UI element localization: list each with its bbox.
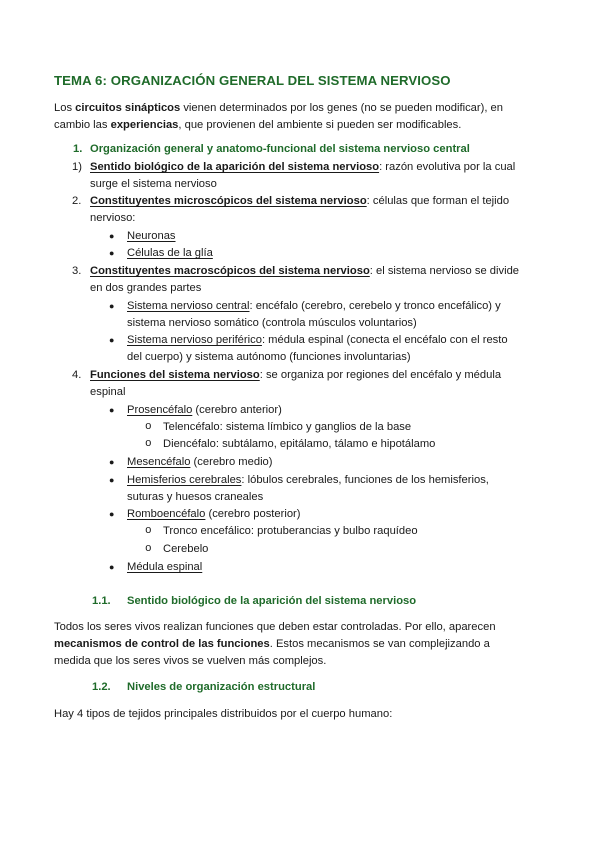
sub-bullet-text: Cerebelo (163, 543, 209, 555)
bullet-desc: : encéfalo (cerebro, cerebelo y tronco encefálico) y (249, 300, 501, 312)
bullet-icon: ● (109, 231, 115, 241)
bullet-text (127, 455, 273, 470)
paragraph-bold-term: mecanismos de control de las funciones (54, 638, 270, 650)
bullet-term: Mesencéfalo (127, 456, 191, 468)
subsection-heading: Niveles de organización estructural (127, 681, 316, 693)
bullet-text: Neuronas (127, 230, 176, 242)
intro-text: vienen determinados por los genes (no se pueden modificar), en (180, 102, 504, 114)
sub-bullet-text: Tronco encefálico: protuberancias y bulbo raquídeo (163, 525, 418, 537)
sub-bullet-text: Telencéfalo: sistema límbico y ganglios de la base (163, 421, 412, 433)
bullet-text (127, 507, 301, 522)
subsection-number: 1.1. (92, 595, 111, 607)
bullet-continuation: del cuerpo) y sistema autónomo (funciones involuntarias) (127, 351, 411, 363)
sub-bullet-icon: o (145, 525, 152, 537)
subsection-number: 1.2. (92, 681, 111, 693)
list-item (90, 160, 515, 175)
bullet-term: Romboencéfalo (127, 508, 206, 520)
bullet-desc: : médula espinal (conecta el encéfalo con el resto (261, 334, 508, 346)
subsection-heading: Sentido biológico de la aparición del sistema nervioso (127, 595, 417, 607)
bullet-icon: ● (109, 509, 115, 519)
bullet-icon: ● (109, 457, 115, 467)
paragraph-line (54, 637, 490, 652)
bullet-text (127, 473, 489, 488)
list-item-continuation: espinal (90, 386, 126, 398)
bullet-icon: ● (109, 248, 115, 258)
bullet-icon: ● (109, 301, 115, 311)
bullet-term: Sistema nervioso central (127, 300, 250, 312)
bullet-term: Sistema nervioso periférico (127, 334, 262, 346)
paragraph-line: Hay 4 tipos de tejidos principales distribuidos por el cuerpo humano: (54, 708, 393, 720)
sub-bullet-icon: o (145, 438, 152, 450)
intro-text: , que provienen del ambiente si pueden ser modificables. (178, 119, 462, 131)
list-item-text: : el sistema nervioso se divide (369, 265, 520, 277)
paragraph-text: . Estos mecanismos se van complejizando a (269, 638, 490, 650)
list-item-text: : razón evolutiva por la cual (379, 161, 516, 173)
bullet-text: Médula espinal (127, 561, 203, 573)
bullet-icon: ● (109, 562, 115, 572)
intro-line-1 (54, 101, 503, 116)
intro-text: Los (54, 102, 76, 114)
intro-bold-term: circuitos sinápticos (75, 102, 181, 114)
bullet-desc: : lóbulos cerebrales, funciones de los hemisferios, (241, 474, 489, 486)
bullet-term: Prosencéfalo (127, 404, 193, 416)
bullet-desc: (cerebro anterior) (192, 404, 282, 416)
bullet-term: Hemisferios cerebrales (127, 474, 242, 486)
list-number: 4. (72, 369, 82, 381)
list-item (90, 194, 509, 209)
bullet-continuation: suturas y huesos craneales (127, 491, 264, 503)
section-number: 1. (73, 143, 83, 155)
list-item-title: Constituyentes microscópicos del sistema nervioso (90, 195, 367, 207)
list-item-continuation: en dos grandes partes (90, 282, 202, 294)
bullet-icon: ● (109, 475, 115, 485)
bullet-icon: ● (109, 335, 115, 345)
sub-bullet-text: Diencéfalo: subtálamo, epitálamo, tálamo e hipotálamo (163, 438, 436, 450)
intro-text: cambio las (54, 119, 111, 131)
list-item-title: Sentido biológico de la aparición del sistema nervioso (90, 161, 380, 173)
section-heading: Organización general y anatomo-funcional del sistema nervioso central (90, 143, 470, 155)
sub-bullet-icon: o (145, 421, 152, 433)
bullet-desc: (cerebro posterior) (205, 508, 301, 520)
intro-bold-term: experiencias (110, 119, 179, 131)
bullet-text (127, 299, 501, 314)
bullet-text (127, 403, 282, 418)
page-title: TEMA 6: ORGANIZACIÓN GENERAL DEL SISTEMA NERVIOSO (54, 73, 451, 88)
list-number: 2. (72, 195, 82, 207)
bullet-desc: (cerebro medio) (190, 456, 273, 468)
sub-bullet-icon: o (145, 543, 152, 555)
list-item-continuation: nervioso: (90, 212, 136, 224)
bullet-continuation: sistema nervioso somático (controla músculos voluntarios) (127, 317, 417, 329)
bullet-text (127, 333, 508, 348)
list-number: 3. (72, 265, 82, 277)
list-item-text: : células que forman el tejido (366, 195, 510, 207)
list-item-continuation: surge el sistema nervioso (90, 178, 217, 190)
list-item-title: Funciones del sistema nervioso (90, 369, 260, 381)
list-item (90, 264, 519, 279)
paragraph-line: medida que los seres vivos se vuelven más complejos. (54, 655, 327, 667)
list-number: 1) (72, 161, 82, 173)
bullet-text: Células de la glía (127, 247, 213, 259)
list-item-title: Constituyentes macroscópicos del sistema nervioso (90, 265, 370, 277)
paragraph-line: Todos los seres vivos realizan funciones que deben estar controladas. Por ello, aparecen (54, 621, 496, 633)
list-item-text: : se organiza por regiones del encéfalo y médula (259, 369, 502, 381)
bullet-icon: ● (109, 405, 115, 415)
intro-line-2 (54, 118, 461, 133)
list-item (90, 368, 501, 383)
